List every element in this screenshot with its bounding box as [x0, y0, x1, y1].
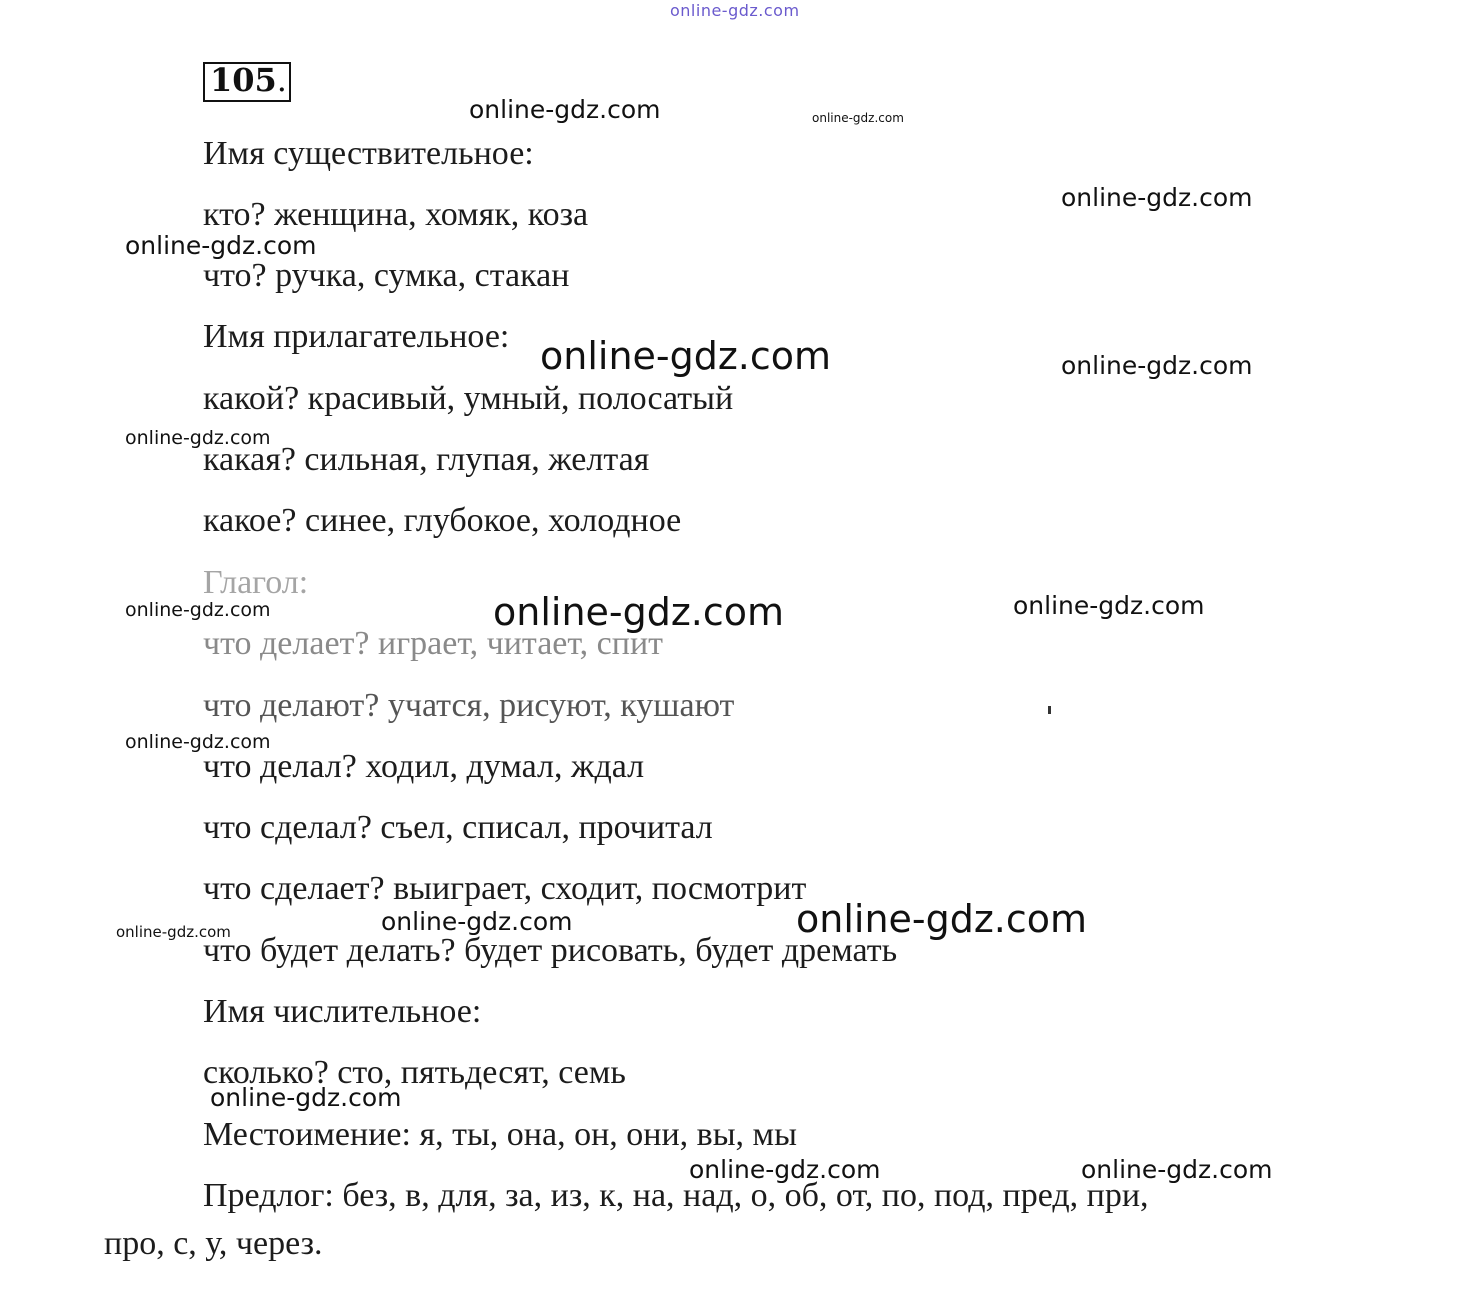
numeral-line: сколько? сто, пятьдесят, семь	[203, 1054, 626, 1091]
watermark: online-gdz.com	[125, 731, 271, 753]
verb-did-line: что делал? ходил, думал, ждал	[203, 748, 645, 785]
exercise-number	[210, 61, 287, 99]
watermark: online-gdz.com	[381, 907, 573, 936]
watermark: online-gdz.com	[210, 1083, 402, 1112]
pronoun-line: Местоимение: я, ты, она, он, они, вы, мы	[203, 1116, 797, 1153]
watermark: online-gdz.com	[469, 95, 661, 124]
noun-who-line: кто? женщина, хомяк, коза	[203, 196, 589, 233]
verb-header: Глагол:	[203, 564, 309, 601]
preposition-line-1: Предлог: без, в, для, за, из, к, на, над, о, об, от, по, под, пред, при,	[203, 1177, 1149, 1214]
preposition-line-2: про, с, у, через.	[104, 1225, 323, 1262]
watermark: online-gdz.com	[1061, 351, 1253, 380]
watermark: online-gdz.com	[689, 1155, 881, 1184]
verb-done-line: что сделал? съел, списал, прочитал	[203, 809, 713, 846]
watermark: online-gdz.com	[1013, 591, 1205, 620]
watermark: online-gdz.com	[1081, 1155, 1273, 1184]
watermark: online-gdz.com	[493, 590, 785, 634]
adjective-header: Имя прилагательное:	[203, 318, 510, 355]
verb-does-line: что делает? играет, читает, спит	[203, 625, 664, 662]
stray-mark	[1048, 706, 1051, 714]
adjective-feminine-line: какая? сильная, глупая, желтая	[203, 441, 650, 478]
watermark: online-gdz.com	[1061, 183, 1253, 212]
adjective-neuter-line: какое? синее, глубокое, холодное	[203, 502, 682, 539]
watermark: online-gdz.com	[540, 334, 832, 378]
exercise-number-value: 105	[210, 61, 277, 99]
verb-do-plural-line: что делают? учатся, рисуют, кушают	[203, 687, 735, 724]
watermark-top: online-gdz.com	[670, 1, 800, 20]
watermark: online-gdz.com	[796, 897, 1088, 941]
adjective-masculine-line: какой? красивый, умный, полосатый	[203, 380, 734, 417]
watermark: online-gdz.com	[125, 427, 271, 449]
watermark: online-gdz.com	[125, 231, 317, 260]
verb-will-be-doing-line: что будет делать? будет рисовать, будет дремать	[203, 932, 898, 969]
noun-what-line: что? ручка, сумка, стакан	[203, 257, 570, 294]
verb-will-do-line: что сделает? выиграет, сходит, посмотрит	[203, 870, 807, 907]
watermark: online-gdz.com	[125, 599, 271, 621]
watermark: online-gdz.com	[116, 923, 231, 941]
numeral-header: Имя числительное:	[203, 993, 482, 1030]
noun-header: Имя существительное:	[203, 135, 534, 172]
exercise-number-suffix: .	[276, 61, 287, 99]
watermark: online-gdz.com	[812, 111, 904, 125]
